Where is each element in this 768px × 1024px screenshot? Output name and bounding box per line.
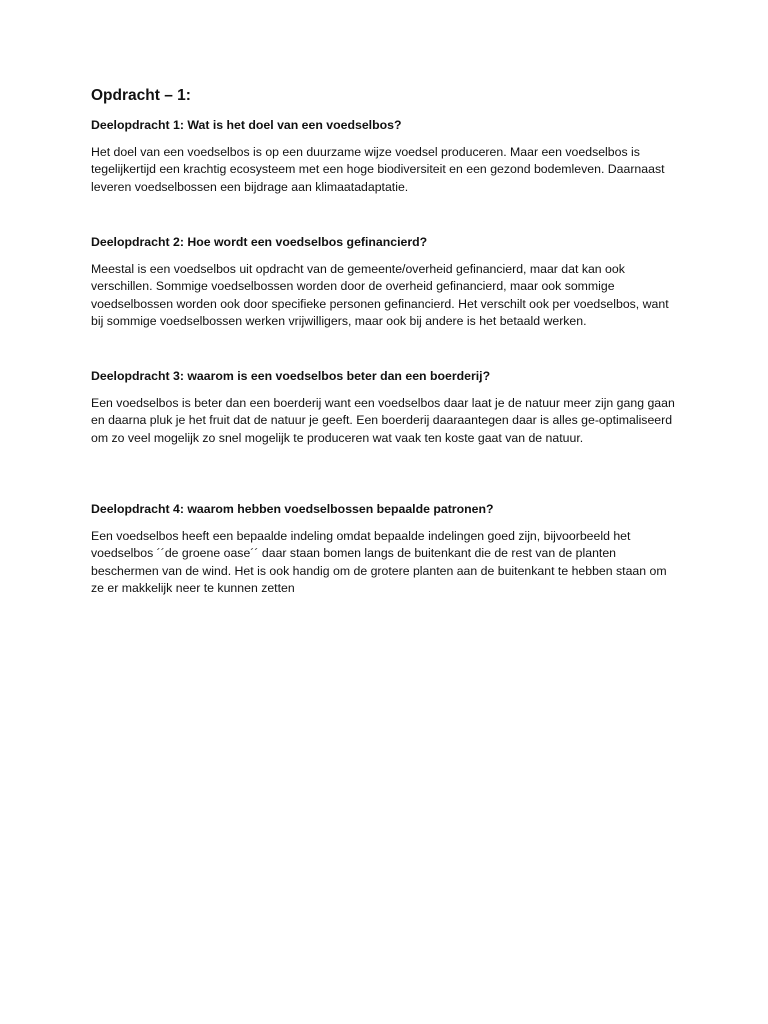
question-heading: Deelopdracht 2: Hoe wordt een voedselbos gefinancierd? <box>91 235 428 249</box>
section-deelopdracht-1 <box>91 117 681 196</box>
document-page <box>91 86 681 596</box>
document-title: Opdracht – 1: <box>91 87 191 104</box>
section-deelopdracht-2 <box>91 234 681 331</box>
question-heading: Deelopdracht 3: waarom is een voedselbos beter dan een boerderij? <box>91 369 491 383</box>
question-heading: Deelopdracht 1: Wat is het doel van een voedselbos? <box>91 118 402 132</box>
answer-paragraph: Het doel van een voedselbos is op een duurzame wijze voedsel produceren. Maar een voedselbos is tegelijkertijd een krachtig ecosysteem met een hoge biodiversiteit en een gezond bodemleven. Daarnaast leveren voedselbossen een bijdrage aan klimaatadaptatie. <box>91 145 665 194</box>
section-deelopdracht-4 <box>91 501 681 598</box>
answer-paragraph: Meestal is een voedselbos uit opdracht van de gemeente/overheid gefinancierd, maar dat kan ook verschillen. Sommige voedselbossen worden door de overheid gefinancierd, maar ook sommige voedselbossen worden ook door specifieke personen gefinancierd. Het verschilt ook per voedselbos, want bij sommige voedselbossen werken vrijwilligers, maar ook bij andere is het betaald werken. <box>91 262 669 329</box>
answer-paragraph: Een voedselbos is beter dan een boerderij want een voedselbos daar laat je de natuur meer zijn gang gaan en daarna pluk je het fruit dat de natuur je geeft. Een boerderij daaraantegen daar is alles ge-optimaliseerd om zo veel mogelijk zo snel mogelijk te produceren wat vaak ten koste gaat van de natuur. <box>91 396 675 445</box>
question-heading: Deelopdracht 4: waarom hebben voedselbossen bepaalde patronen? <box>91 502 494 516</box>
answer-paragraph: Een voedselbos heeft een bepaalde indeling omdat bepaalde indelingen goed zijn, bijvoorbeeld het voedselbos ´´de groene oase´´ daar staan bomen langs de buitenkant die de rest van de planten beschermen van de wind. Het is ook handig om de grotere planten aan de buitenkant te hebben staan om ze er makkelijk neer te kunnen zetten <box>91 529 667 596</box>
section-deelopdracht-3 <box>91 368 681 447</box>
